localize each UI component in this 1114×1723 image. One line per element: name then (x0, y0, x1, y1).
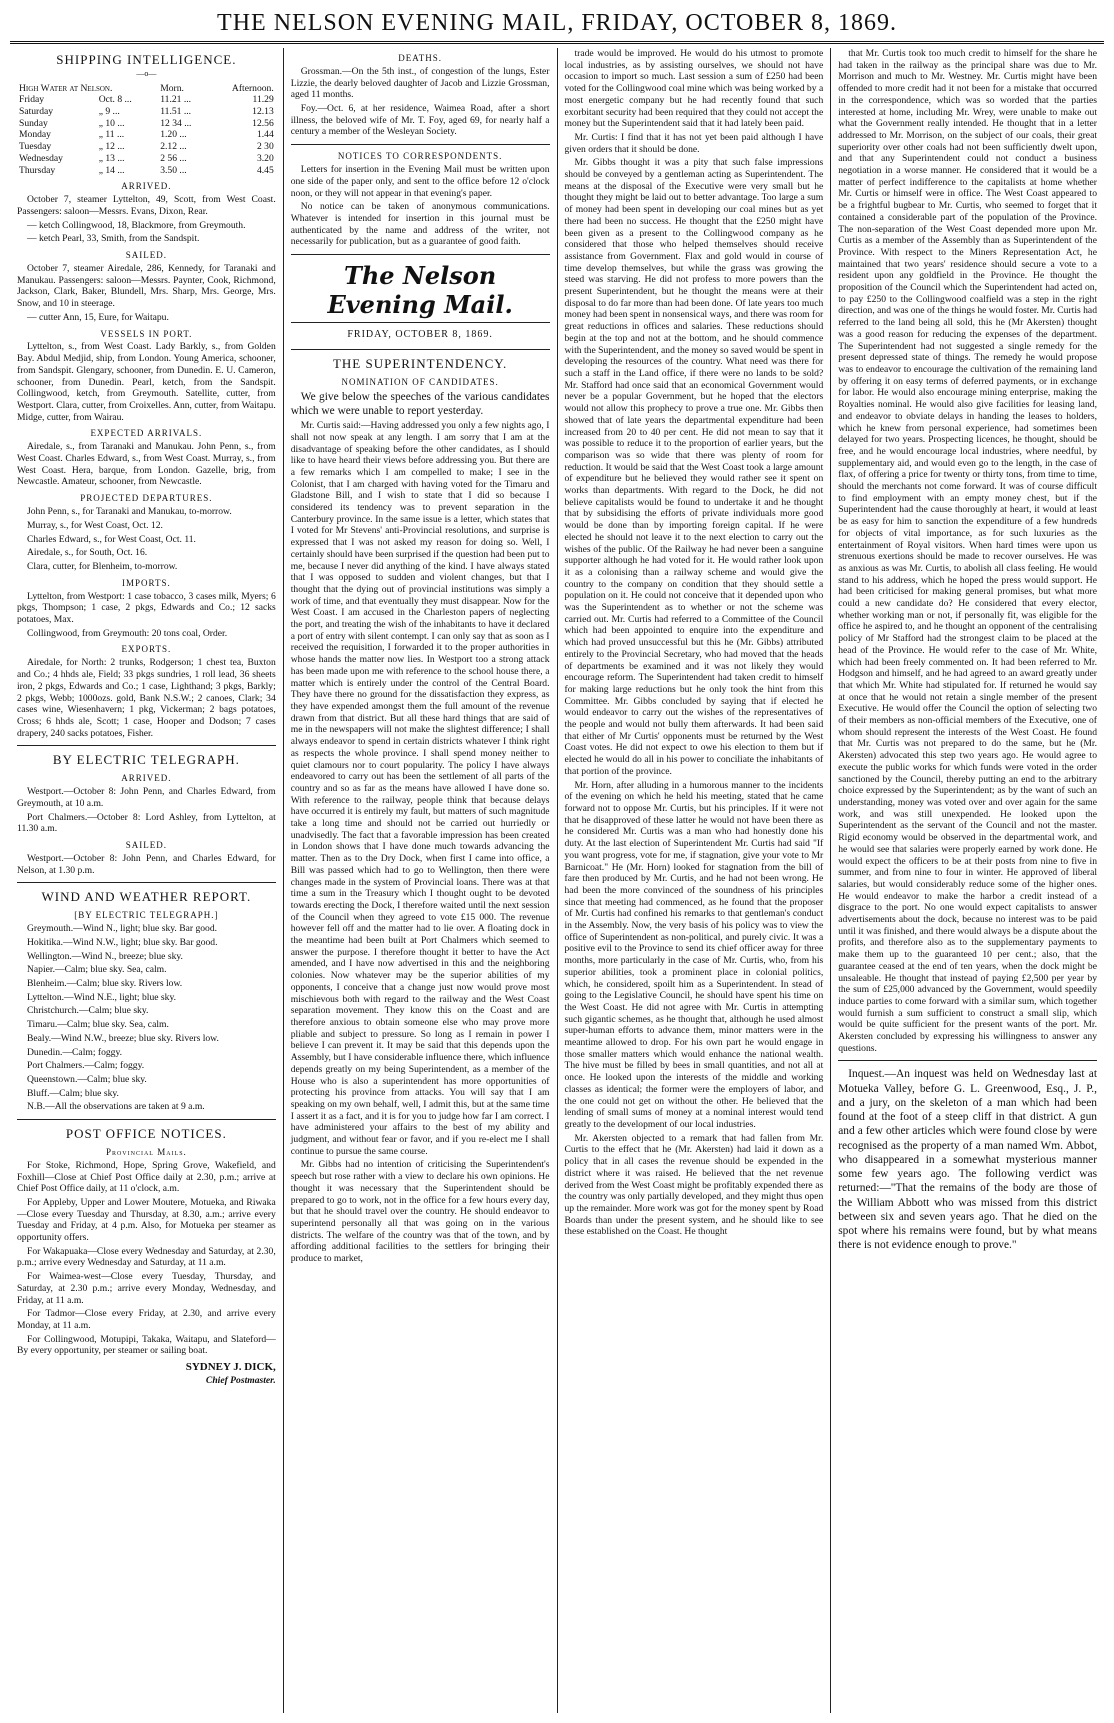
deaths-title: DEATHS. (398, 53, 442, 63)
arrived-list (17, 194, 276, 245)
tide-table (17, 83, 276, 177)
paper-title: The Nelson Evening Mail. (327, 261, 513, 320)
departure-entry: Airedale, s., for South, Oct. 16. (27, 547, 148, 559)
divider (838, 1060, 1097, 1061)
divider (291, 254, 550, 255)
tide-aft: 1.44 (256, 129, 274, 141)
weather-entry: Lyttelton.—Wind N.E., light; blue sky. (27, 991, 177, 1003)
column-1 (10, 48, 284, 1713)
imports-list (17, 591, 276, 640)
tide-day: Tuesday (19, 141, 52, 153)
exports-text: Airedale, for North: 2 trunks, Rodgerson; 1 chest tea, Buxton and Co.; 4 hhds ale, Field; 33 pkgs sundries, 1 roll lead, 36 sheets iron, 2 pkgs, Edwards and Co.; 1 case, Lighthand; 3 pkgs, Barkly; 2 pkgs, Webb; 1000ozs. gold, Bank N.S.W.; 2 canoes, Clark; 34 cases wine, Wiesenhavern; 1 pkg, Vickerman; 2 bags potatoes, Cross; 6 hhds ale, Scott; 1 case, Hooper and Dodson; 7 cases drapery, 240 sacks potatoes, Fisher. (17, 657, 276, 739)
tide-row (17, 106, 276, 118)
tg-sailed-title: SAILED. (125, 839, 167, 850)
tide-morn: 12 34 ... (160, 117, 192, 129)
weather-entry: Dunedin.—Calm; foggy. (27, 1046, 123, 1058)
article-paragraph: trade would be improved. He would do his utmost to promote local industries, as by assisting ourselves, we should not have occasion to import so much. Last session a sum of £250 had been voted for the Collingwood coal mine which was being worked by a most energetic company but he had recently found that such exorbitant security had been required that they could not accept the money but the Superintendent said that it had lately been paid. (564, 48, 824, 130)
mail-entry: For Waimea-west—Close every Tuesday, Thursday, and Saturday, at 2.30 p.m.; arrive every Monday, Wednesday, and Friday, at 11 a.m. (17, 1271, 276, 1306)
divider (17, 1119, 276, 1120)
column-4 (831, 48, 1104, 1713)
tide-aft: 12.56 (252, 117, 274, 129)
sailed-entry: October 7, steamer Airedale, 286, Kennedy, for Taranaki and Manukau. Passengers: saloon—Messrs. Paynter, Cook, Richmond, Jackson, Clark, Baker, Blundell, Mrs. Sharp, Mrs. George, Mrs. Snow, and 10 in steerage. (17, 262, 276, 310)
tide-header (17, 83, 276, 95)
tide-day: Thursday (19, 164, 56, 176)
post-sub: Provincial Mails. (105, 1146, 187, 1157)
issue-date: FRIDAY, OCTOBER 8, 1869. (347, 328, 493, 340)
sailed-title: SAILED. (125, 250, 167, 261)
death-notice: Grossman.—On the 5th inst., of congestion of the lungs, Ester Lizzie, the dearly beloved daughter of Jacob and Lizzie Grossman, aged 11 months. (290, 65, 550, 101)
tide-morn: 2.12 ... (160, 141, 187, 153)
deaths-list (291, 66, 550, 138)
death-notice: Foy.—Oct. 6, at her residence, Waimea Road, after a short illness, the beloved wife of Mr. T. Foy, aged 69, for nearly half a century a member of the Wesleyan Society. (290, 103, 550, 138)
article-subtitle: NOMINATION OF CANDIDATES. (341, 376, 499, 387)
article-paragraph: Mr. Gibbs thought it was a pity that such false impressions should be conveyed by a gentleman acting as Superintendent. The means at the disposal of the Executive were very small but he thought they might be laid out to better advantage. Too large a sum of money had been spent in developing our coal mines but as yet there had been no success. He thought that the £250 might have been given as a present to the Collingwood company as he considered that those who helped themselves should receive assistance from Government. Flax and gold would in course of time develop themselves, but while the grass was growing the steed was starving. He did not profess to more powers than the present Superintendent, but he thought the means were at their disposal to do far more than had been done. Of late years too much money had been spent in nonsensical ways, and there was room for great reductions in offices and salaries. These reductions should begin at the top and not at the bottom, and he should commence with the Superintendent, and the money so saved would be spent in developing the resources of the country. What need was there for such a staff in the Land office, if there were no lands to be sold? Mr. Stafford had once said that an economical Government would never be a popular Government, but he hoped that the electors would not allow this prophecy to prove a true one. Mr. Gibbs then showed that of late years the departmental expenditure had been increased from 20 to 40 per cent. He did not mean to say that it was possible to reduce it to the proportion of earlier years, but the comparison was so wide that there was plenty of room for reduction. It would be said that the West Coast took a large amount of expenditure but he believed they would rather see it spent on works than departments. With regard to the Dock, he did not believe capitalists would be found to undertake it and he thought that by subsidising the efforts of private individuals more good would be done than by importing foreign capital. If he were elected he should not leave it to the next election to carry out the wishes of the public. Of the Railway he had never been a sanguine supporter although he had voted for it. He would rather look upon it as a colonising than a railway scheme and would give the country to the company on condition that they should settle a population on it. He could not conceive that it depended upon who was the Superintendent as to whether or not the scheme was carried out. Mr. Curtis had referred to a Committee of the Council which had been appointed to enquire into the expenditure and which had proved unsuccessful but this he (Mr. Gibbs) attributed entirely to the Provincial Secretary, who had moved that the heads of departments be examined and it was not likely they would encourage reform. The Superintendent had taken credit to himself for making large reductions but he only took the hint from this Committee. Mr. Gibbs concluded by saying that if elected he would endeavor to carry out the wishes of the representatives of the people and would not bully them afterwards. It had been said that either of Mr Curtis' opponents must be returned by the West Coast votes. He did not expect to owe his election to them but if elected he would do all in his power to conciliate the inhabitants of that portion of the province. (564, 157, 824, 777)
article-continued-2 (838, 48, 1097, 1054)
imports-title: IMPORTS. (122, 577, 171, 588)
tide-day: Friday (19, 94, 45, 106)
divider (17, 882, 276, 883)
wind-list (17, 923, 276, 1113)
tide-morn: 1.20 ... (160, 129, 187, 141)
divider (291, 322, 550, 323)
tide-date: „ 9 ... (98, 106, 120, 118)
tide-row (17, 129, 276, 141)
mail-entry: For Tadmor—Close every Friday, at 2.30, and arrive every Monday, at 11 a.m. (17, 1308, 276, 1331)
inquest-text: Inquest.—An inquest was held on Wednesday last at Motueka Valley, before G. L. Greenwood, Esq., J. P., and a jury, on the skeleton of a man which had been found at the foot of a steep cliff in that district. A gun and a few other articles which were found close by were recognised as the property of a man named Wm. Abbot, who disappeared in a somewhat mysterious manner some few years ago. The following verdict was returned:—"That the remains of the body are those of the William Abbott who was missed from this district between six and seven years ago. That he died on the spot where his remains were found, but by what means there is not evidence enough to prove." (838, 1068, 1097, 1252)
tide-aft: 11.29 (252, 94, 274, 106)
post-list (17, 1160, 276, 1357)
tide-morn: 3.50 ... (160, 164, 187, 176)
wind-title: WIND AND WEATHER REPORT. (41, 889, 252, 905)
tg-arrived-title: ARRIVED. (121, 773, 172, 784)
vessels-title: VESSELS IN PORT. (100, 328, 193, 339)
masthead: THE NELSON EVENING MAIL, FRIDAY, OCTOBER 8, 1869. (10, 8, 1104, 44)
sailed-list (17, 263, 276, 324)
departure-entry: Charles Edward, s., for West Coast, Oct. 11. (27, 533, 196, 545)
article-paragraph: Mr. Akersten objected to a remark that had fallen from Mr. Curtis to the effect that he (Mr. Akersten) had laid it down as a policy that in all cases the revenue should be expended in the district where it was raised. He believed that the net revenue derived from the West Coast might be profitably expended there as the country was only partially developed, and they might thus open up the remainder. More work was got for the money spent by Road Boards than under the present system, and he should like to see these established on the Coast. He thought (564, 1132, 824, 1238)
tide-aft-head: Afternoon. (231, 82, 274, 94)
weather-entry: Bluff.—Calm; blue sky. (27, 1087, 119, 1099)
divider (17, 745, 276, 746)
weather-entry: Port Chalmers.—Calm; foggy. (27, 1060, 145, 1072)
tide-row (17, 141, 276, 153)
post-title: POST OFFICE NOTICES. (65, 1126, 227, 1142)
vessels-text: Lyttelton, s., from West Coast. Lady Barkly, s., from Golden Bay. Abdul Medjid, ship, from London. Young America, schooner, from Sandspit. Glengary, schooner, from Dunedin. E. U. Cameron, schooner, from Dunedin. Pearl, ketch, from the Sandspit. Collingwood, ketch, from Greymouth. Satellite, cutter, from Westport. Clara, cutter, from Croixelles. Ann, cutter, from Waitapu. Midge, cutter, from Wairau. (17, 341, 276, 423)
weather-entry: Greymouth.—Wind N., light; blue sky. Bar good. (27, 923, 218, 935)
telegraph-entry: Port Chalmers.—October 8: Lord Ashley, from Lyttelton, at 11.30 a.m. (17, 811, 276, 835)
departure-entry: John Penn, s., for Taranaki and Manukau, to-morrow. (27, 506, 232, 518)
article-intro: We give below the speeches of the various candidates which we were unable to report yesterday. (290, 390, 550, 417)
tide-morn: 11.51 ... (160, 106, 192, 118)
tide-row (17, 118, 276, 130)
telegraph-entry: Westport.—October 8: John Penn, and Charles Edward, from Greymouth, at 10 a.m. (17, 786, 276, 809)
tide-date: „ 11 ... (98, 129, 125, 141)
article-title: THE SUPERINTENDENCY. (332, 355, 508, 371)
exports-title: EXPORTS. (121, 644, 172, 655)
tide-aft: 3.20 (256, 152, 274, 164)
divider: —o— (136, 68, 157, 78)
weather-entry: N.B.—All the observations are taken at 9 a.m. (27, 1101, 205, 1113)
tide-row (17, 94, 276, 106)
column-3 (558, 48, 832, 1713)
projected-list (17, 506, 276, 573)
tide-row (17, 153, 276, 165)
tide-day: Wednesday (19, 152, 63, 164)
tg-sailed-text: Westport.—October 8: John Penn, and Charles Edward, for Nelson, at 1.30 p.m. (17, 852, 276, 876)
tide-date: „ 14 ... (98, 164, 125, 176)
tg-arrived-list (17, 786, 276, 835)
article-paragraph: Mr. Curtis: I find that it has not yet been paid although I have given orders that it should be done. (564, 131, 824, 155)
tide-day: Monday (19, 129, 51, 141)
arrived-title: ARRIVED. (121, 181, 172, 192)
notices-title: NOTICES TO CORRESPONDENTS. (337, 151, 503, 162)
tide-aft: 2 30 (256, 141, 274, 153)
weather-entry: Hokitika.—Wind N.W., light; blue sky. Bar good. (27, 936, 218, 948)
import-entry: Collingwood, from Greymouth: 20 tons coal, Order. (27, 627, 228, 639)
tide-morn: 11.21 ... (160, 94, 192, 106)
mail-entry: For Stoke, Richmond, Hope, Spring Grove, Wakefield, and Foxhill—Close at Chief Post Office daily at 2.30, p.m.; arrive at Chief Post Office daily, at 11 o'clock, a.m. (17, 1159, 276, 1195)
arrival-entry: — ketch Collingwood, 18, Blackmore, from Greymouth. (27, 219, 246, 231)
column-2 (284, 48, 558, 1713)
divider (291, 144, 550, 145)
weather-entry: Christchurch.—Calm; blue sky. (27, 1005, 149, 1017)
weather-entry: Wellington.—Wind N., breeze; blue sky. (27, 950, 183, 962)
article-continued (565, 48, 824, 1238)
tide-morn: 2 56 ... (160, 152, 187, 164)
departure-entry: Murray, s., for West Coast, Oct. 12. (27, 519, 163, 531)
correspondent-notice: Letters for insertion in the Evening Mail must be written upon one side of the paper only, and sent to the office before 12 o'clock noon, or they will not appear in that evening's paper. (290, 164, 550, 199)
signature: SYDNEY J. DICK, (185, 1361, 276, 1374)
weather-entry: Napier.—Calm; blue sky. Sea, calm. (27, 964, 167, 976)
expected-text: Airedale, s., from Taranaki and Manukau. John Penn, s., from West Coast. Charles Edward, s., from West Coast. Murray, s., from West Coast. Hera, barque, from London. Gazelle, brig, from Newcastle. Amateur, schooner, from Newcastle. (17, 441, 276, 488)
sailed-entry: — cutter Ann, 15, Eure, for Waitapu. (27, 311, 169, 323)
telegraph-title: BY ELECTRIC TELEGRAPH. (52, 752, 240, 768)
tide-date: „ 10 ... (98, 117, 125, 129)
article-paragraph: that Mr. Curtis took too much credit to himself for the share he had taken in the railway as the principal share was due to Mr. Morrison and much to Mr. Westney. Mr. Curtis might have been offended to more credit had it not been for a mistake that occurred in the correspondence, which was so worded that the parties interested at home, including Mr. Wrey, were unable to make out what the Government really intended. He thought that in a letter addressed to Mr. Morrison, on the subject of our coals, their great superiority over other coals had not been sufficiently dwelt upon, and that any Superintendent could not conduct a business negotiation in a worse manner. He considered that it would be a matter of perfect indifference to the capitalists at home whether Mr. Curtis or himself were in office. The West Coast appeared to be a frightful bugbear to Mr. Curtis, who seemed to forget that it contained a considerable part of the population of the Province. The non-separation of the West Coast depended more upon Mr. Curtis as a member of the Assembly than as Superintendent of the Province. With respect to the Miners Representation Act, he maintained that two years' residence should secure a vote to a resident upon any goldfield in the Province. He thought the proposition of the Council which the Superintendent had acted on, to pay £250 to the Collingwood coalfield was a step in the right direction, and was one of the things he would foster. Mr. Curtis had referred to the land being all sold, this he (Mr Akersten) thought was a good reason for reducing the expenses of the department. The Superintendent had not suggested a single remedy for the present depressed state of things. The remedy he would propose was to endeavor to encourage the cultivation of the remaining land by offering it on easy terms of deferred payments, or in exchange for labor. He would also encourage mining enterprise, making the Royalties nominal. He would also give facilities for leasing land, and endeavor to obviate delays in handing the leases to holders, which he knew from personal experience, had sometimes been delayed for two years. Prospecting licences, he thought, should be free, and he would encourage local industries, where needful, by supplementary aid, and would even go to the length, in the case of flax, of offering a price for twenty or thirty tons, from time to time, should the merchants not come forward. It was of course difficult to find employment with an empty money chest, but if the Superintendent had the cause thoroughly at heart, it would at least be as easy for him to sanction the expenditure of a few hundreds for objects of vital importance, as for such luxuries as the entertainment of Royal visitors. When hard times were upon us strenuous exertions should be made to recover ourselves. He was as anxious as was Mr. Curtis, to abolish all class feeling. He would stand to his address, which he hoped the press would support. He had been criticised for making general promises, but what more could a new candidate do? He considered that every elector, whether working man or not, if personally fit, was eligible for the office he aspired to, and he thought an opponent of the centralising policy of Mr Stafford had the strongest claim to be placed at the head of the Province. He would refer to the case of Mr. White, which had been freely commented on. It had been referred to Mr. Hodgson and himself, and he had agreed to an award greatly under that which Mr. White had stipulated for. If returned he would say at once that he would not retain a single member of the present Executive. He would offer the Council the option of selecting two of their members as non-official members of the Executive, one of whom should represent the interests of the West Coast. He found that Mr. Curtis was not prepared to do the same, but he (Mr. Akersten) advocated this step two years ago. He would agree to execute the public works for which funds were voted in the order sanctioned by the Council, thereby putting an end to the arbitrary choice expressed by the Superintendent; as by the want of such an understanding, money was voted over and over again for the same work, and was still unexpended. He looked upon the Superintendent as the servant of the Council and not the master. Rigid economy would be observed in the departmental work, and he would see that salaries were properly earned by work done. He would expect the officers to be at their posts from nine to five in summer, and from nine to four in winter. He approved of liberal salaries, but would considerably reduce some of the higher ones. He would endeavor to make the harbor a credit instead of a disgrace to the port. No one would expect capitalists to answer advertisements about the dock, because no interest was to be paid until it was finished, and there would always be a dispute about the profits, and therefore also as to the supplementary payments to make them up to the guaranteed 10 per cent.; also, that the guarantee ceased at the end of ten years, when the dock might be unsaleable. He thought that instead of paying £2,500 per year by the sum of £25,000 advanced by the Government, would speedily induce parties to come forward with a similar sum, which together would furnish a sum sufficient to construct a small slip, which would be quite sufficient for the present wants of the port. Mr. Akersten concluded by expressing his willingness to answer any questions. (838, 48, 1097, 1054)
correspondent-notice: No notice can be taken of anonymous communications. Whatever is intended for insertion in this journal must be authenticated by the name and address of the writer, not necessarily for publication, but as a guarantee of good faith. (290, 201, 550, 248)
tide-date: „ 13 ... (98, 152, 125, 164)
article-body (291, 420, 550, 1265)
expected-title: EXPECTED ARRIVALS. (90, 428, 203, 439)
tide-aft: 12.13 (252, 106, 274, 118)
tide-date: Oct. 8 ... (98, 94, 132, 106)
wind-sub: [BY ELECTRIC TELEGRAPH.] (74, 910, 219, 921)
weather-entry: Timaru.—Calm; blue sky. Sea, calm. (27, 1019, 169, 1031)
signature-role: Chief Postmaster. (205, 1374, 276, 1386)
weather-entry: Blenheim.—Calm; blue sky. Rivers low. (27, 977, 183, 989)
divider (291, 349, 550, 350)
tide-day: Saturday (19, 106, 54, 118)
tide-row (17, 165, 276, 177)
mail-entry: For Wakapuaka—Close every Wednesday and Saturday, at 2.30, p.m.; arrive every Wednesday and Saturday, at 11 a.m. (17, 1245, 276, 1269)
tide-date: „ 12 ... (98, 141, 125, 153)
arrival-entry: — ketch Pearl, 33, Smith, from the Sandspit. (27, 233, 200, 245)
import-entry: Lyttelton, from Westport: 1 case tobacco, 3 cases milk, Myers; 6 pkgs, Thompson; 1 case, 2 pkgs, Edwards and Co.; 12 sacks potatoes, Max. (17, 590, 276, 626)
shipping-title: SHIPPING INTELLIGENCE. (56, 52, 237, 67)
article-paragraph: Mr. Gibbs had no intention of criticising the Superintendent's speech but rose rather with a view to declare his own opinions. He thought it was necessary that the Superintendent should be prepared to go to work, not in the office for a few hours every day, but that he should travel over the country. He should endeavor to superintend personally all that was going on in the various districts. The welfare of the country was that of the town, and by affording additional facilities to the settlers for bringing their produce to market, (290, 1159, 550, 1265)
weather-entry: Queenstown.—Calm; blue sky. (27, 1073, 147, 1085)
departure-entry: Clara, cutter, for Blenheim, to-morrow. (27, 560, 178, 572)
columns (10, 48, 1104, 1713)
weather-entry: Bealy.—Wind N.W., breeze; blue sky. Rivers low. (27, 1032, 219, 1044)
tide-morn-head: Morn. (160, 82, 184, 94)
tide-aft: 4.45 (256, 164, 274, 176)
mail-entry: For Appleby, Upper and Lower Moutere, Motueka, and Riwaka—Close every Tuesday and Thursday, at 8.30, a.m.; arrive every Tuesday and Friday, at 4 p.m. Also, for Motueka per steamer as opportunity offers. (17, 1196, 276, 1244)
projected-title: PROJECTED DEPARTURES. (80, 493, 213, 504)
mail-entry: For Collingwood, Motupipi, Takaka, Waitapu, and Slateford—By every opportunity, per steamer or sailing boat. (17, 1333, 276, 1357)
notices-list (291, 164, 550, 248)
arrival-entry: October 7, steamer Lyttelton, 49, Scott, from West Coast. Passengers: saloon—Messrs. Evans, Dixon, Rear. (17, 194, 276, 217)
article-paragraph: Mr. Curtis said:—Having addressed you only a few nights ago, I shall not now speak at any length. I am sorry that I am at the disadvantage of speaking before the other candidates, as I should like to have heard their views before addressing you. But there are a few remarks which I am compelled to make; I see in the Colonist, that I am charged with having voted for the Timaru and Gladstone Bill, and I wish to state that I did so because I considered its tendency was to prevent separation in the Canterbury province. In the same issue is a letter, which states that I voted for Mr Stevens' anti-Provincial resolutions, and surprise is expressed that I was not asked my reason for doing so. Well, I certainly should have been surprised if the question had been put to me, because I never did anything of the kind. I have always stated that I was opposed to sudden and violent changes, but that I thought that the dying out of provincial institutions was simply a work of time, and that eventually they must disappear. Now for the West Coast. I am accused in the Charleston papers of neglecting the port, and treating the wish of the inhabitants to have it declared a port of entry with silent contempt. I can only say that as soon as I received the requisition, I forwarded it to the proper authorities in whose hands the matter now lies. In Westport too a strong attack has been made upon me with reference to the school house there, a matter which is entirely under the control of the Central Board. They have there no ground for the dissatisfaction they express, as they have expended amongst them the full amount of the revenue drawn from that district. But all these hard things that are said of me in the newspapers will not make the slightest difference; I shall always endeavor to spend in certain districts whatever I think right as respects the whole province. I shall spend money neither to quiet clamours nor to court popularity. The policy I have always endeavored to carry out has been the settlement of all parts of the country and so as far as the means have allowed I have done so. With reference to the railway, people think that because delays have occurred it is entirely my fault, but matters of such magnitude take a long time and should not be carried out hurriedly or unadvisedly. The fact that a favorable impression has been created in London shows that I have done much towards advancing the matter. Then as to the Dry Dock, when first I came into office, a Bill was passed which had to go to Wellington, then there were changes made in the system of Provincial loans. There was at that time a sum in the Treasury which I thought ought to be devoted towards erecting the Dock, I therefore waited until the next session of the Council when they agreed to vote £15 000. The revenue however fell off and the matter had to lie over. A floating dock in the meantime had been built at Port Chalmers which seemed to answer the purpose. I therefore thought it better to have the Act amended, and I have now advertised in this and the neighboring colonies. Now whatever may be the superior abilities of my opponents, I conceive that a change just now would prove most mischievous both with regard to the railway and the West Coast separation movement. They know this on the Coast and are therefore anxious to obtain someone else who may prove more pliable and subject to pressure. So long as I remain in power I believe I can prevent it. It may be said that this depends upon the Assembly, but I have considerable influence there, which influence depends greatly on my being Superintendent, as a member of the House who is also a superintendent has more opportunities of protecting his province from attacks. You will say that I am speaking on my own behalf, well, I admit this, but at the same time I assert it as a fact, and it is for you to judge how far I am correct. I have administered your affairs to the best of my ability and judgment, and without fear or favor, and if you re-elect me I shall continue to pursue the same course. (290, 420, 550, 1157)
tide-day: Sunday (19, 117, 48, 129)
article-paragraph: Mr. Horn, after alluding in a humorous manner to the incidents of the evening on which he held his meeting, stated that he came forward not to oppose Mr. Curtis, but his principles. If it were not that he disapproved of these latter he would not have been there as he considered Mr. Curtis was a man who had honestly done his duty. At the last election of Superintendent Mr. Curtis had said "If you want progress, vote for me, if stagnation, give your vote to Mr Barnicoat." He (Mr. Horn) looked for stagnation from the bill of fare then produced by Mr. Curtis, and he had not been wrong. He had been the more convinced of the soundness of his principles since that meeting had commenced, as he found that the proposer of Mr. Curtis had confined his remarks to that gentleman's conduct in the Assembly. Now, the very basis of his policy was to view the office of Superintendent as non-political, and purely civic. It was a positive evil to the Province to send its chief officer away for three months, more particularly in the case of Mr. Curtis, who, from his superior abilities, took a prominent place in colonial politics, which, he considered, spoilt him as a Superintendent. In stead of going to the Legislative Council, he should have spent his time on the West Coast. He did not agree with Mr. Curtis in attempting such gigantic schemes, as he thought that, although he used almost super-human efforts to advance them, minor matters were in the meantime allowed to drop. For his own part he would engage in those smaller matters which would enhance the national wealth. The hive must be filled by bees in small quantities, and not all at once. He looked upon the interests of the middle and working classes as identical; the former were the employers of labor, and the one could not get on without the other. He believed that the lending of small sums of money at a nominal interest would tend greatly to the development of our local industries. (564, 779, 824, 1130)
tide-place: High Water at Nelson. (19, 82, 113, 94)
